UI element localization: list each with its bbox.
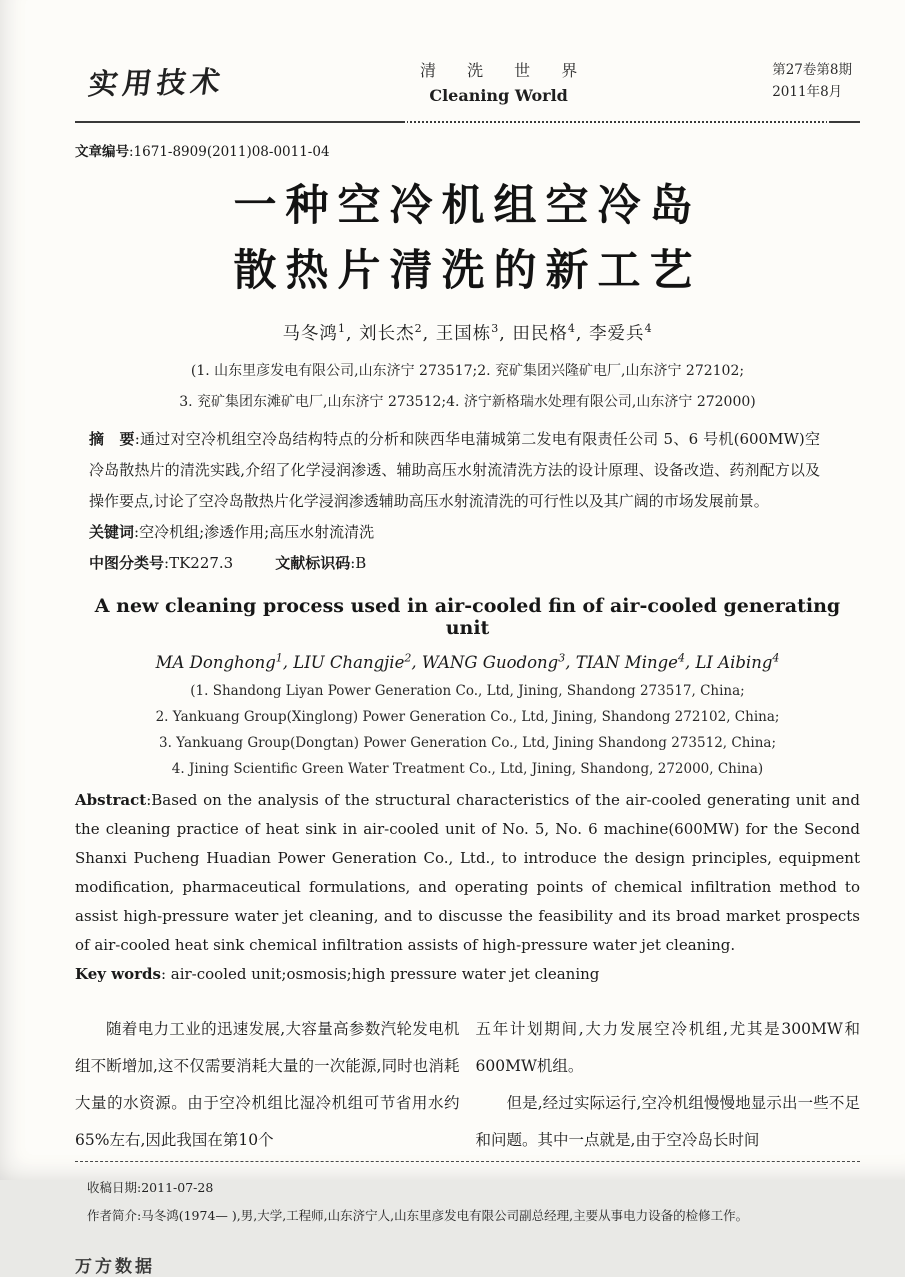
- paper-title-cn: [75, 174, 860, 304]
- author-separator: ,: [684, 652, 691, 672]
- author-en: WANG Guodong$^3$: [421, 651, 566, 672]
- volume-issue: 第27卷第8期: [772, 62, 852, 78]
- author-separator: ,: [499, 324, 506, 344]
- body-paragraph: 但是,经过实际运行,空冷机组慢慢地显示出一些不足和问题。其中一点就是,由于空冷岛长时间: [475, 1093, 860, 1149]
- keywords-en-label: Key words: [75, 964, 161, 983]
- classification-line: [89, 548, 820, 579]
- paper-title-en: A new cleaning process used in air-cooled fin of air-cooled generating unit: [94, 595, 841, 639]
- authors-cn: [75, 320, 860, 345]
- affiliation-en-line: (1. Shandong Liyan Power Generation Co., Ltd, Jining, Shandong 273517, China;: [190, 682, 745, 699]
- keywords-en-text: : air-cooled unit;osmosis;high pressure water jet cleaning: [160, 964, 600, 983]
- issue-info: [772, 59, 860, 103]
- author-sup: 2: [414, 322, 423, 336]
- journal-column-label: 实用技术: [86, 64, 228, 101]
- footnote-divider: [75, 1161, 860, 1162]
- header-divider: [75, 121, 860, 123]
- author-cn: 马冬鸿$^1$: [282, 322, 346, 344]
- body-column-right: [476, 1011, 861, 1159]
- affiliation-en-line: 2. Yankuang Group(Xinglong) Power Generation Co., Ltd, Jining, Shandong 272102, China;: [155, 708, 780, 725]
- author-cn: 田民格$^4$: [512, 322, 576, 344]
- author-sup: 4: [567, 322, 576, 336]
- author-separator: ,: [345, 324, 353, 344]
- body-columns: [75, 1011, 860, 1159]
- received-date: 收稿日期:2011-07-28: [87, 1179, 214, 1195]
- abstract-en-label: Abstract: [75, 790, 147, 809]
- keywords-en: [75, 960, 860, 989]
- author-separator: ,: [422, 324, 430, 344]
- author-sup: 2: [404, 651, 412, 664]
- affiliations-en: [75, 678, 860, 782]
- author-en: TIAN Minge$^4$: [575, 651, 685, 672]
- paper-title-cn-line2: 散热片清洗的新工艺: [233, 246, 702, 296]
- affiliations-cn: [75, 356, 860, 418]
- abstract-en: [75, 786, 860, 960]
- author-cn: 刘长杰$^2$: [359, 322, 423, 344]
- author-sup: 1: [337, 322, 346, 336]
- author-en: LIU Changjie$^2$: [293, 651, 412, 672]
- abstract-cn: [89, 424, 820, 517]
- journal-title-en: Cleaning World: [429, 85, 568, 105]
- author-sup: 4: [677, 651, 685, 664]
- doc-code-value: :B: [350, 554, 367, 572]
- body-column-left: [75, 1011, 460, 1159]
- affiliation-en-line: 4. Jining Scientific Green Water Treatment Co., Ltd, Jining, Shandong, 272000, China): [171, 760, 764, 777]
- wanfang-watermark: 万方数据: [75, 1256, 155, 1277]
- author-en: LI Aibing$^4$: [695, 651, 780, 672]
- issue-date: 2011年8月: [772, 84, 843, 100]
- footnote-block: [75, 1161, 860, 1230]
- clc-value: :TK227.3: [164, 554, 234, 572]
- article-number: [75, 140, 860, 160]
- author-sup: 3: [491, 322, 500, 336]
- author-sup: 4: [644, 322, 653, 336]
- journal-header: [75, 50, 860, 112]
- affiliation-cn-line: 3. 兖矿集团东滩矿电厂,山东济宁 273512;4. 济宁新格瑞水处理有限公司,山东济宁 272000): [179, 394, 756, 410]
- affiliation-en-line: 3. Yankuang Group(Dongtan) Power Generation Co., Ltd, Jining Shandong 273512, China;: [159, 734, 776, 751]
- keywords-cn-text: :空冷机组;渗透作用;高压水射流清洗: [134, 523, 375, 541]
- author-sup: 4: [772, 651, 780, 664]
- keywords-cn-label: 关键词: [89, 523, 135, 541]
- authors-en: [75, 651, 860, 672]
- author-sup: 1: [275, 651, 283, 664]
- abstract-cn-text: :通过对空冷机组空冷岛结构特点的分析和陕西华电蒲城第二发电有限责任公司 5、6 号机(600MW)空冷岛散热片的清洗实践,介绍了化学浸润渗透、辅助高压水射流清洗方法的设计原理、设备改造、药剂配方以及操作要点,讨论了空冷岛散热片化学浸润渗透辅助高压水射流清洗的可行性以及其广阔的市场发展前景。: [89, 430, 820, 510]
- author-separator: ,: [282, 652, 289, 672]
- article-number-label: 文章编号: [75, 144, 129, 160]
- body-paragraph: 随着电力工业的迅速发展,大容量高参数汽轮发电机组不断增加,这不仅需要消耗大量的一次能源,同时也消耗大量的水资源。由于空冷机组比湿冷机组可节省用水约65%左右,因此我国在第10个: [75, 1019, 460, 1149]
- author-cn: 李爱兵$^4$: [589, 322, 653, 344]
- article-number-value: :1671-8909(2011)08-0011-04: [129, 144, 330, 160]
- paper-title-cn-line1: 一种空冷机组空冷岛: [233, 181, 702, 231]
- journal-title-cn: 清 洗 世 界: [419, 60, 591, 80]
- author-cn: 王国栋$^3$: [435, 322, 500, 344]
- affiliation-cn-line: (1. 山东里彦发电有限公司,山东济宁 273517;2. 兖矿集团兴隆矿电厂,山东济宁 272102;: [190, 363, 745, 379]
- clc-label: 中图分类号: [89, 554, 165, 572]
- author-separator: ,: [411, 652, 417, 672]
- author-bio: 作者简介:马冬鸿(1974— ),男,大学,工程师,山东济宁人,山东里彦发电有限公司副总经理,主要从事电力设备的检修工作。: [87, 1207, 749, 1223]
- author-separator: ,: [565, 652, 571, 672]
- author-separator: ,: [575, 324, 583, 344]
- abstract-en-text: :Based on the analysis of the structural characteristics of the air-cooled generating unit and the cleaning practice of heat sink in air-cooled unit of No. 5, No. 6 machine(600MW) for the Second Shanxi Pucheng Huadian Power Generation Co., Ltd., to introduce the design principles, equipment modification, pharmaceutical formulations, and operating points of chemical infiltration method to assist high-pressure water jet cleaning, and to discusse the feasibility and its broad market prospects of air-cooled heat sink chemical infiltration assists of high-pressure water jet cleaning.: [75, 790, 860, 954]
- author-en: MA Donghong$^1$: [155, 651, 283, 672]
- doc-code-label: 文献标识码: [275, 554, 351, 572]
- body-paragraph: 五年计划期间,大力发展空冷机组,尤其是300MW和600MW机组。: [475, 1019, 860, 1075]
- abstract-cn-label: 摘 要: [89, 430, 135, 448]
- keywords-cn: [89, 517, 820, 548]
- journal-masthead: [407, 58, 590, 105]
- author-sup: 3: [558, 651, 566, 664]
